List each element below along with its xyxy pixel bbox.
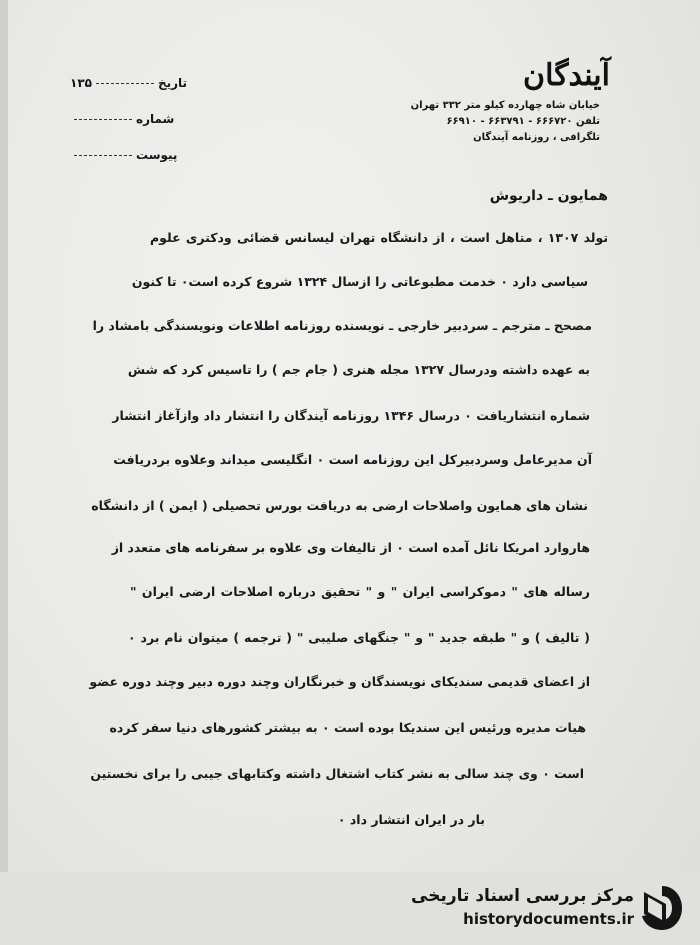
- body-line-6: آن مدیرعامل وسردبیرکل این روزنامه است ٠ انگلیسی میداند وعلاوه بردریافت: [113, 452, 592, 467]
- newspaper-logo: آیندگان: [523, 58, 610, 93]
- document-heading: همایون ـ داریوش: [489, 188, 608, 204]
- attachment-dots: [74, 155, 132, 156]
- body-line-2: سیاسی دارد ٠ خدمت مطبوعاتی را ازسال ۱۳۲۴ شروع کرده است٠ تا کنون: [131, 274, 588, 289]
- letterhead-phone: تلفن ۶۶۶۷۲۰ - ۶۶۳۷۹۱ - ۶۶۹۱۰: [446, 116, 600, 127]
- letterhead-telegraph: تلگرافی ، روزنامه آیندگان: [473, 132, 600, 143]
- body-line-1: تولد ۱۳۰۷ ، متاهل است ، از دانشگاه تهران لیسانس قضائی ودکتری علوم: [150, 230, 609, 245]
- date-label: تاریخ: [157, 76, 188, 90]
- date-dots: [96, 83, 154, 84]
- body-line-9: رساله های " دموکراسی ایران " و " تحقیق درباره اصلاحات ارضی ایران ": [130, 584, 590, 599]
- body-line-5: شماره انتشاریافت ٠ درسال ۱۳۴۶ روزنامه آیندگان را انتشار داد وازآغاز انتشار: [112, 408, 590, 423]
- body-line-3: مصحح ـ مترجم ـ سردبیر خارجی ـ نویسنده روزنامه اطلاعات ونویسندگی بامشاد را: [92, 318, 592, 333]
- date-value: ۱۳۵: [70, 76, 92, 90]
- body-line-8: هاروارد امریکا نائل آمده است ٠ از تالیفات وی علاوه بر سفرنامه های متعدد از: [111, 540, 590, 555]
- body-line-7: نشان های همایون واصلاحات ارضی به دریافت بورس تحصیلی ( ایمن ) از دانشگاه: [91, 498, 588, 513]
- body-line-13: است ٠ وی چند سالی به نشر کتاب اشتغال داشته وکتابهای جیبی را برای نخستین: [90, 766, 584, 781]
- watermark: [410, 884, 690, 934]
- body-line-12: هیات مدیره ورئیس این سندیکا بوده است ٠ به بیشتر کشورهای دنیا سفر کرده: [109, 720, 586, 735]
- body-line-11: از اعضای قدیمی سندیکای نویسندگان و خبرنگاران وچند دوره دبیر وچند دوره عضو: [89, 674, 590, 689]
- body-line-10: ( تالیف ) و " طبقه جدید " و " جنگهای صلیبی " ( ترجمه ) میتوان نام برد ٠: [128, 630, 590, 645]
- archive-logo-icon: [640, 884, 684, 932]
- closing-line: بار در ایران انتشار داد ٠: [337, 812, 485, 827]
- number-dots: [74, 119, 132, 120]
- date-field: [70, 76, 187, 90]
- watermark-url: historydocuments.ir: [463, 910, 634, 928]
- body-line-4: به عهده داشته ودرسال ۱۳۲۷ مجله هنری ( جام جم ) را تاسیس کرد که شش: [127, 362, 590, 377]
- number-field: [70, 112, 174, 126]
- watermark-title: مرکز بررسی اسناد تاریخی: [411, 886, 634, 906]
- letterhead-address: خیابان شاه چهارده کیلو متر ۳۳۲ تهران: [410, 100, 600, 111]
- attachment-field: [70, 148, 177, 162]
- attachment-label: پیوست: [136, 148, 178, 162]
- scan-edge: [0, 0, 8, 945]
- number-label: شماره: [136, 112, 175, 126]
